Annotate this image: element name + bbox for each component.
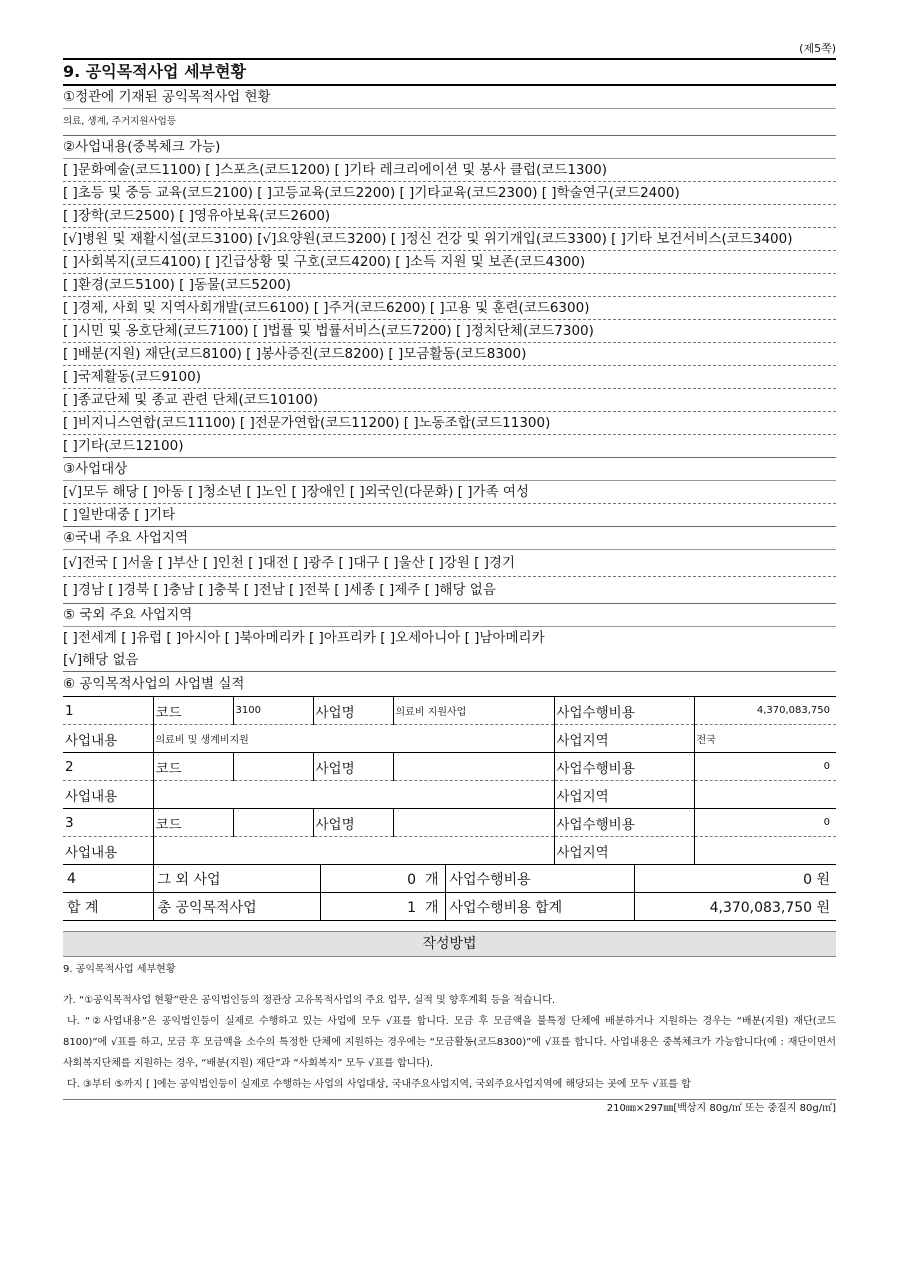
s5-row: [ ]전세계 [ ]유럽 [ ]아시아 [ ]북아메리카 [ ]아프리카 [ ]오세아니아 [ ]남아메리카 [63, 630, 545, 646]
total-row [63, 893, 836, 921]
s2-row: [ ]장학(코드2500) [ ]영유아보육(코드2600) [63, 205, 836, 228]
s4-row: [ ]경남 [ ]경북 [ ]충남 [ ]충북 [ ]전남 [ ]전북 [ ]세종 [ ]제주 [ ]해당 없음 [63, 577, 836, 604]
code-value [233, 809, 313, 837]
s2-heading: ②사업내용(중복체크 가능) [63, 136, 836, 159]
region-label: 사업지역 [554, 781, 694, 809]
s2-row: [ ]사회복지(코드4100) [ ]긴급상황 및 구호(코드4200) [ ]소득 지원 및 보존(코드4300) [63, 251, 836, 274]
name-value [393, 753, 554, 781]
content-value [153, 837, 554, 865]
s2-row: [ ]문화예술(코드1100) [ ]스포츠(코드1200) [ ]기타 레크리에이션 및 봉사 클럽(코드1300) [63, 159, 836, 182]
content-label: 사업내용 [63, 837, 153, 865]
total-count: 1 [407, 899, 417, 916]
project-detail-row [63, 781, 836, 809]
region-value [694, 837, 836, 865]
code-label: 코드 [153, 697, 233, 725]
project-row [63, 809, 836, 837]
other-no: 4 [63, 865, 153, 893]
method-subheading: 9. 공익목적사업 세부현황 [63, 964, 176, 975]
code-label: 코드 [153, 753, 233, 781]
region-label: 사업지역 [554, 725, 694, 753]
cost-label: 사업수행비용 [554, 753, 694, 781]
s1-content: 의료, 생계, 주거지원사업등 [63, 109, 836, 136]
s2-row: [ ]국제활동(코드9100) [63, 366, 836, 389]
s2-row: [ ]종교단체 및 종교 관련 단체(코드10100) [63, 389, 836, 412]
project-no: 3 [63, 809, 153, 837]
total-no: 합 계 [63, 893, 153, 921]
other-count: 0 [407, 871, 417, 888]
s2-row: [ ]환경(코드5100) [ ]동물(코드5200) [63, 274, 836, 297]
method-note: 다. ③부터 ⑤까지 [ ]에는 공익법인등이 실제로 수행하는 사업의 사업대상, 국내주요사업지역, 국외주요사업지역에 해당되는 곳에 모두 √표를 합 [67, 1079, 691, 1090]
other-cost: 0 원 [634, 865, 836, 893]
s2-row: [ ]초등 및 중등 교육(코드2100) [ ]고등교육(코드2200) [ ]기타교육(코드2300) [ ]학술연구(코드2400) [63, 182, 836, 205]
total-unit: 개 [424, 899, 439, 916]
content-label: 사업내용 [63, 725, 153, 753]
region-label: 사업지역 [554, 837, 694, 865]
content-value [153, 781, 554, 809]
total-cost-label: 사업수행비용 합계 [445, 893, 634, 921]
total-count-cell [320, 893, 445, 921]
other-count-cell [320, 865, 445, 893]
s1-heading: ①정관에 기재된 공익목적사업 현황 [63, 86, 836, 109]
s3-row: [√]모두 해당 [ ]아동 [ ]청소년 [ ]노인 [ ]장애인 [ ]외국인(다문화) [ ]가족 여성 [63, 481, 836, 504]
page-number: (제5쪽) [799, 42, 836, 55]
other-projects-row [63, 865, 836, 893]
cost-value: 4,370,083,750 [694, 697, 836, 725]
project-row [63, 697, 836, 725]
project-row [63, 753, 836, 781]
s2-row: [ ]기타(코드12100) [63, 435, 836, 458]
project-detail-row [63, 725, 836, 753]
s3-heading: ③사업대상 [63, 458, 836, 481]
other-cost-label: 사업수행비용 [445, 865, 634, 893]
name-label: 사업명 [313, 697, 393, 725]
code-label: 코드 [153, 809, 233, 837]
s2-row: [ ]비지니스연합(코드11100) [ ]전문가연합(코드11200) [ ]노동조합(코드11300) [63, 412, 836, 435]
code-value: 3100 [233, 697, 313, 725]
s6-heading: ⑥ 공익목적사업의 사업별 실적 [63, 672, 836, 697]
name-label: 사업명 [313, 809, 393, 837]
method-note: 나. “②사업내용”은 공익법인등이 실제로 수행하고 있는 사업에 모두 √표를 합니다. 모금 후 모금액을 불특정 단체에 배분하거나 지원하는 경우는 “배분(지원) 재단(코드8100)”에 √표를 하고, 모금 후 모금액을 소수의 특정한 단체에 지원하는 경우에는 “모금활동(코드8300)”에 √표를 합니다. 사업내용은 중복체크가 가능합니다(예 : 재단이면서 사회복지단체를 지원하는 경우, “배분(지원) 재단”과 “사회복지” 모두 √표를 합니다). [63, 1016, 836, 1069]
project-detail-row [63, 837, 836, 865]
s2-row: [√]병원 및 재활시설(코드3100) [√]요양원(코드3200) [ ]정신 건강 및 위기개입(코드3300) [ ]기타 보건서비스(코드3400) [63, 228, 836, 251]
performance-table [63, 697, 836, 865]
s4-row: [√]전국 [ ]서울 [ ]부산 [ ]인천 [ ]대전 [ ]광주 [ ]대구 [ ]울산 [ ]강원 [ ]경기 [63, 550, 836, 577]
content-value: 의료비 및 생계비지원 [153, 725, 554, 753]
total-cost: 4,370,083,750 원 [634, 893, 836, 921]
s5-row: [√]해당 없음 [63, 649, 836, 672]
name-value: 의료비 지원사업 [393, 697, 554, 725]
section-title: 9. 공익목적사업 세부현황 [63, 58, 836, 86]
code-value [233, 753, 313, 781]
paper-spec-footer: 210㎜×297㎜[백상지 80g/㎡ 또는 중질지 80g/㎡] [63, 1099, 836, 1118]
s2-row: [ ]배분(지원) 재단(코드8100) [ ]봉사증진(코드8200) [ ]모금활동(코드8300) [63, 343, 836, 366]
project-no: 2 [63, 753, 153, 781]
cost-label: 사업수행비용 [554, 809, 694, 837]
project-no: 1 [63, 697, 153, 725]
s2-row: [ ]시민 및 옹호단체(코드7100) [ ]법률 및 법률서비스(코드7200) [ ]정치단체(코드7300) [63, 320, 836, 343]
cost-label: 사업수행비용 [554, 697, 694, 725]
method-note: 가. “①공익목적사업 현황”란은 공익법인등의 정관상 고유목적사업의 주요 업무, 실적 및 향후계획 등을 적습니다. [63, 995, 556, 1006]
name-label: 사업명 [313, 753, 393, 781]
method-heading: 작성방법 [63, 931, 836, 957]
other-label: 그 외 사업 [153, 865, 320, 893]
totals-table [63, 865, 836, 921]
content-label: 사업내용 [63, 781, 153, 809]
s2-row: [ ]경제, 사회 및 지역사회개발(코드6100) [ ]주거(코드6200) [ ]고용 및 훈련(코드6300) [63, 297, 836, 320]
s3-row: [ ]일반대중 [ ]기타 [63, 504, 836, 527]
cost-value: 0 [694, 809, 836, 837]
region-value [694, 781, 836, 809]
s5-heading: ⑤ 국외 주요 사업지역 [63, 604, 836, 627]
region-value: 전국 [694, 725, 836, 753]
form-page [63, 40, 836, 1118]
total-label: 총 공익목적사업 [153, 893, 320, 921]
name-value [393, 809, 554, 837]
other-unit: 개 [424, 871, 439, 888]
cost-value: 0 [694, 753, 836, 781]
s4-heading: ④국내 주요 사업지역 [63, 527, 836, 550]
